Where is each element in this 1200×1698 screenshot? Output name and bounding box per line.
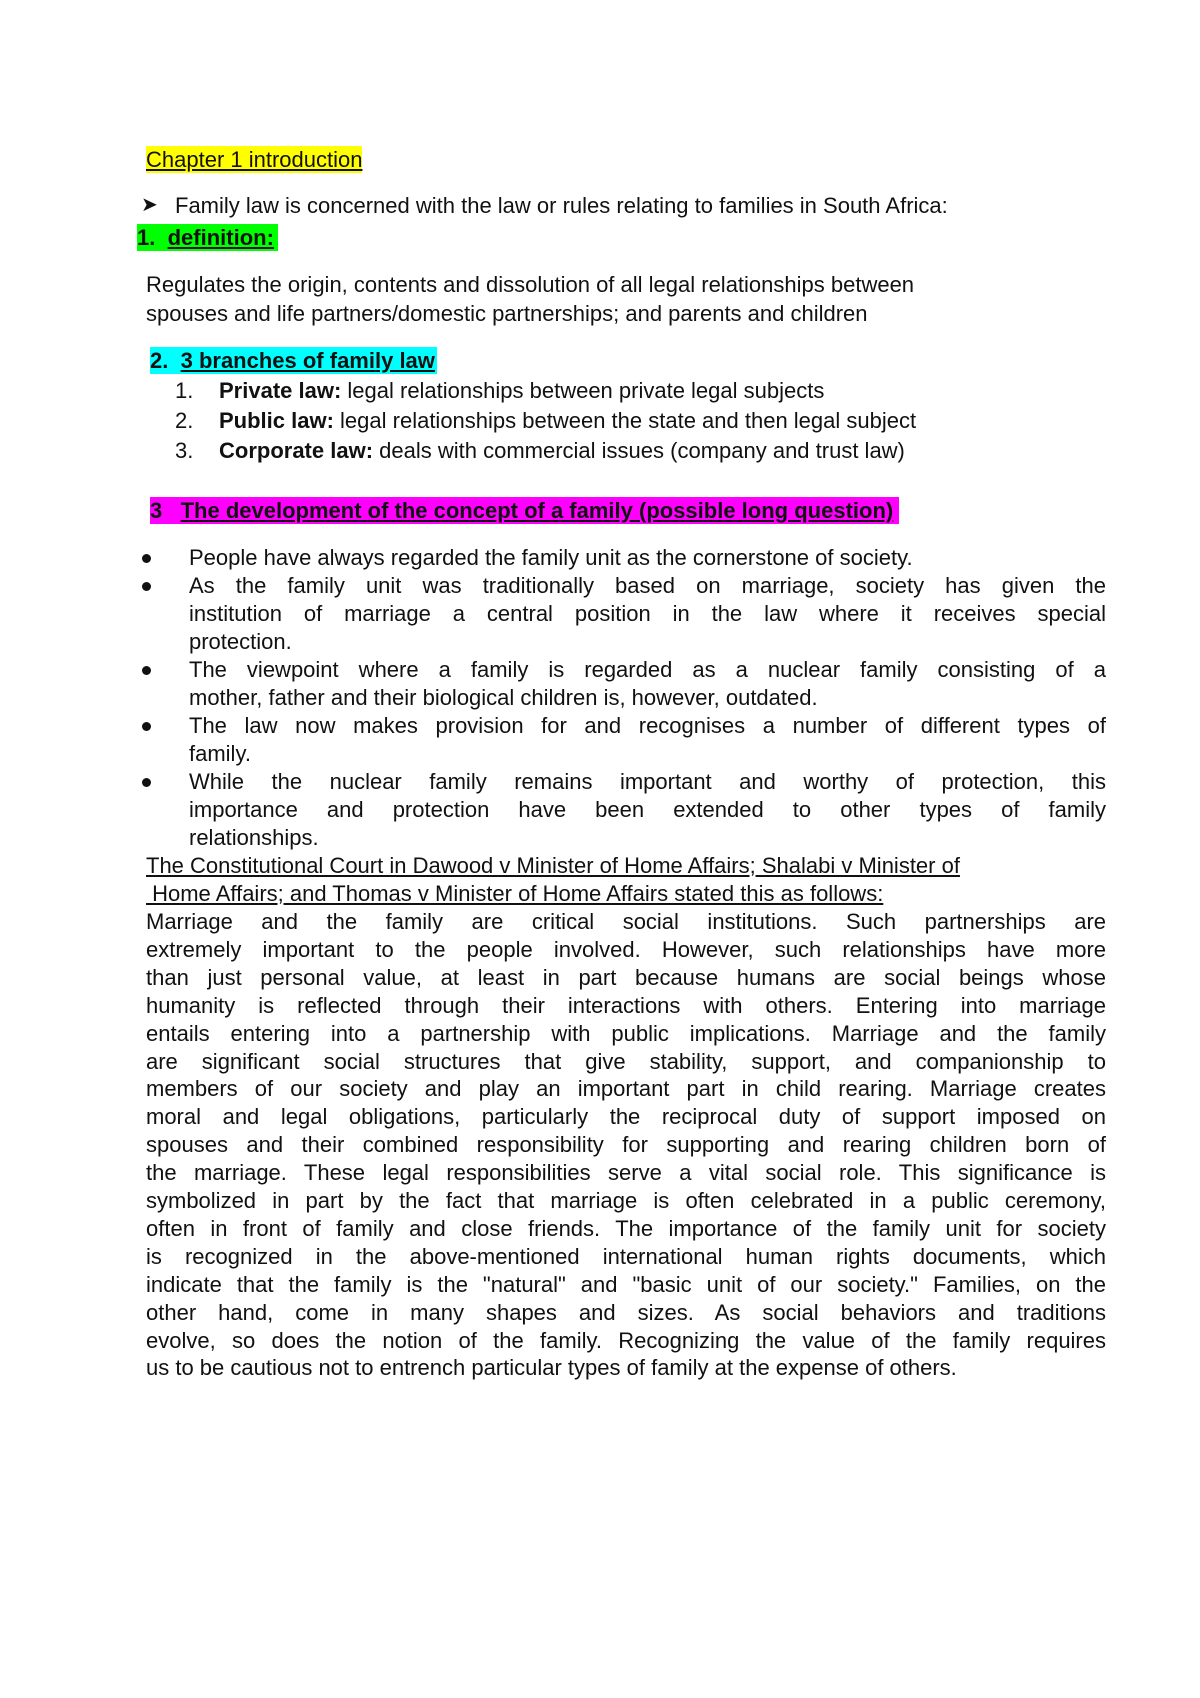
quote-line: indicate that the family is the "natural" and "basic unit of our society." Families, on the bbox=[146, 1271, 1106, 1297]
branch-term: Corporate law: bbox=[219, 438, 374, 463]
section1-heading-text: definition: bbox=[167, 225, 274, 250]
quote-line: are significant social structures that give stability, support, and companionship to bbox=[146, 1048, 1106, 1074]
branch-term: Private law: bbox=[219, 378, 342, 403]
branch-number: 2. bbox=[175, 408, 194, 433]
quote-line: Marriage and the family are critical social institutions. Such partnerships are bbox=[146, 909, 1106, 934]
bullet-3-line-1: The viewpoint where a family is regarded as a nuclear family consisting of a bbox=[189, 657, 1106, 682]
bullet-dot-icon bbox=[142, 582, 151, 591]
section3-heading-text: The development of the concept of a family (possible long question) bbox=[180, 498, 894, 523]
quote-line: the marriage. These legal responsibilities serve a vital social role. This significance is bbox=[146, 1160, 1106, 1186]
bullet-5-line-3: relationships. bbox=[189, 825, 319, 850]
court-citation-line-2: Home Affairs; and Thomas v Minister of Home Affairs stated this as follows: bbox=[146, 881, 884, 906]
bullet-5-line-1: While the nuclear family remains important and worthy of protection, this bbox=[189, 769, 1106, 794]
bullet-4-line-2: family. bbox=[189, 741, 251, 766]
branch-number: 1. bbox=[175, 378, 194, 403]
section2-heading-text: 3 branches of family law bbox=[180, 348, 435, 373]
branch-term: Public law: bbox=[219, 408, 334, 433]
definition-line-1: Regulates the origin, contents and dissolution of all legal relationships between bbox=[146, 272, 915, 297]
quote-line: symbolized in part by the fact that marriage is often celebrated in a public ceremony, bbox=[146, 1188, 1106, 1213]
chapter-title: Chapter 1 introduction bbox=[146, 147, 363, 172]
bullet-2-line-1: As the family unit was traditionally based on marriage, society has given the bbox=[189, 573, 1106, 598]
bullet-dot-icon bbox=[142, 554, 151, 563]
bullet-2-line-2: institution of marriage a central position in the law where it receives special bbox=[189, 601, 1106, 626]
quote-line: evolve, so does the notion of the family. Recognizing the value of the family requires bbox=[146, 1327, 1106, 1353]
quote-line: spouses and their combined responsibility for supporting and rearing children born of bbox=[146, 1132, 1106, 1158]
quote-line: members of our society and play an important part in child rearing. Marriage creates bbox=[146, 1076, 1106, 1102]
branch-item-private bbox=[219, 377, 824, 404]
definition-line-2: spouses and life partners/domestic partnerships; and parents and children bbox=[146, 301, 868, 326]
quote-line: is recognized in the above-mentioned international human rights documents, which bbox=[146, 1243, 1106, 1269]
bullet-dot-icon bbox=[142, 722, 151, 731]
bullet-1-line-1: People have always regarded the family unit as the cornerstone of society. bbox=[189, 545, 913, 570]
quote-line: humanity is reflected through their interactions with others. Entering into marriage bbox=[146, 992, 1106, 1018]
section3-number: 3 bbox=[150, 498, 163, 523]
quote-line: often in front of family and close friends. The importance of the family unit for society bbox=[146, 1215, 1106, 1241]
bullet-4-line-1: The law now makes provision for and recognises a number of different types of bbox=[189, 713, 1106, 738]
branch-text: legal relationships between the state and then legal subject bbox=[333, 408, 917, 433]
branch-number: 3. bbox=[175, 438, 194, 463]
bullet-dot-icon bbox=[142, 666, 151, 675]
quote-line: moral and legal obligations, particularly the reciprocal duty of support imposed on bbox=[146, 1104, 1106, 1130]
section2-heading bbox=[150, 347, 437, 374]
quote-line: us to be cautious not to entrench particular types of family at the expense of others. bbox=[146, 1355, 957, 1381]
court-citation-line-1: The Constitutional Court in Dawood v Minister of Home Affairs; Shalabi v Minister of bbox=[146, 853, 960, 878]
branch-text: deals with commercial issues (company and trust law) bbox=[373, 438, 905, 463]
quote-line: extremely important to the people involved. However, such relationships have more bbox=[146, 936, 1106, 962]
section2-number: 2. bbox=[150, 348, 169, 373]
quote-line: other hand, come in many shapes and sizes. As social behaviors and traditions bbox=[146, 1299, 1106, 1325]
section1-heading bbox=[137, 224, 278, 251]
branch-item-corporate bbox=[219, 437, 905, 464]
bullet-dot-icon bbox=[142, 778, 151, 787]
section3-heading bbox=[150, 497, 899, 524]
bullet-2-line-3: protection. bbox=[189, 629, 292, 654]
bullet-5-line-2: importance and protection have been extended to other types of family bbox=[189, 797, 1106, 822]
intro-point: Family law is concerned with the law or rules relating to families in South Africa: bbox=[175, 193, 948, 218]
quote-line: than just personal value, at least in part because humans are social beings whose bbox=[146, 964, 1106, 990]
branch-item-public bbox=[219, 407, 916, 434]
branch-text: legal relationships between private legal subjects bbox=[341, 378, 825, 403]
quote-line: entails entering into a partnership with public implications. Marriage and the family bbox=[146, 1020, 1106, 1046]
arrow-bullet-icon: ➤ bbox=[141, 194, 158, 216]
section1-number: 1. bbox=[137, 225, 156, 250]
bullet-3-line-2: mother, father and their biological children is, however, outdated. bbox=[189, 685, 818, 710]
